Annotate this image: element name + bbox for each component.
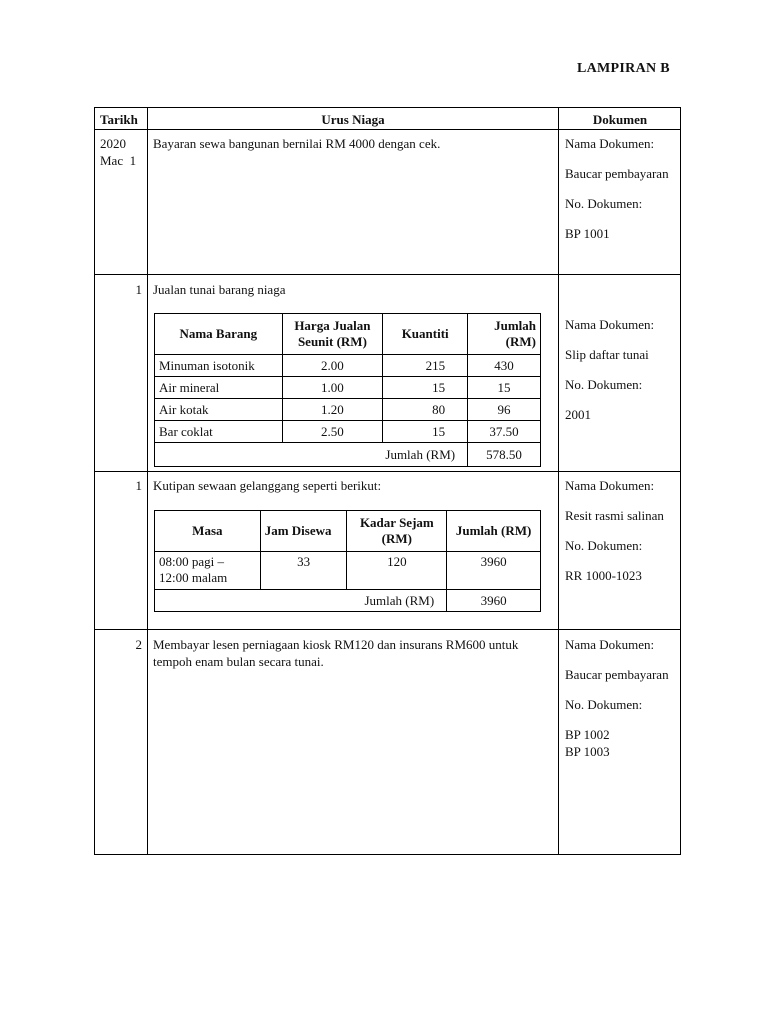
sales-item-quantity: 215	[383, 355, 468, 377]
sales-table	[154, 313, 541, 467]
row-date-day: 1	[135, 478, 142, 493]
doc-no: BP 1001	[565, 226, 610, 241]
sales-item-quantity: 80	[383, 399, 468, 421]
header-divider	[95, 129, 680, 130]
row-divider-3	[95, 629, 680, 630]
rental-time: 08:00 pagi – 12:00 malam	[155, 552, 261, 590]
sales-item-quantity: 15	[383, 377, 468, 399]
row-document	[565, 636, 677, 760]
row-divider-1	[95, 274, 680, 275]
doc-name: Resit rasmi salinan	[565, 508, 664, 523]
doc-no: RR 1000-1023	[565, 568, 642, 583]
rental-header-hours: Jam Disewa	[260, 511, 347, 552]
table-row	[155, 421, 541, 443]
transaction-table	[94, 107, 681, 855]
rental-rate: 120	[347, 552, 447, 590]
row-date	[100, 135, 136, 169]
row-document	[565, 316, 677, 423]
rental-header-total: Jumlah (RM)	[447, 511, 541, 552]
doc-no: BP 1002	[565, 727, 610, 742]
sales-total-value: 578.50	[468, 443, 541, 467]
sales-item-name: Bar coklat	[155, 421, 283, 443]
doc-name-label: Nama Dokumen:	[565, 478, 655, 493]
doc-no: 2001	[565, 407, 591, 422]
sales-item-name: Air kotak	[155, 399, 283, 421]
row-date-day: 1	[135, 282, 142, 297]
row-divider-2	[95, 471, 680, 472]
rental-header-time: Masa	[155, 511, 261, 552]
sales-item-price: 1.00	[282, 377, 383, 399]
table-row	[155, 355, 541, 377]
doc-name: Slip daftar tunai	[565, 347, 649, 362]
row-date-day: 2	[135, 637, 142, 652]
table-total-row	[155, 443, 541, 467]
rental-header-rate: Kadar Sejam (RM)	[347, 511, 447, 552]
sales-item-name: Air mineral	[155, 377, 283, 399]
row-transaction-text: Membayar lesen perniagaan kiosk RM120 dan insurans RM600 untuk tempoh enam bulan secara tunai.	[153, 637, 519, 669]
row-transaction-text: Jualan tunai barang niaga	[153, 282, 286, 297]
sales-item-total: 15	[468, 377, 541, 399]
table-row	[155, 399, 541, 421]
rental-table	[154, 510, 541, 612]
sales-item-name: Minuman isotonik	[155, 355, 283, 377]
doc-name: Baucar pembayaran	[565, 166, 669, 181]
sales-item-price: 2.00	[282, 355, 383, 377]
rental-total-value: 3960	[447, 590, 541, 612]
sales-item-price: 1.20	[282, 399, 383, 421]
doc-name-label: Nama Dokumen:	[565, 637, 655, 652]
rental-hours: 33	[260, 552, 347, 590]
column-divider-document	[558, 108, 559, 854]
date-year: 2020	[100, 136, 126, 151]
sales-item-quantity: 15	[383, 421, 468, 443]
table-row	[155, 552, 541, 590]
sales-header-price: Harga Jualan Seunit (RM)	[282, 314, 383, 355]
sales-total-label: Jumlah (RM)	[155, 443, 468, 467]
table-row	[155, 377, 541, 399]
header-document: Dokumen	[592, 112, 648, 127]
doc-no-label: No. Dokumen:	[565, 196, 643, 211]
sales-header-total: Jumlah (RM)	[468, 314, 541, 355]
row-transaction-text: Kutipan sewaan gelanggang seperti berikut:	[153, 478, 382, 493]
sales-item-total: 430	[468, 355, 541, 377]
sales-item-total: 96	[468, 399, 541, 421]
rental-total: 3960	[447, 552, 541, 590]
table-total-row	[155, 590, 541, 612]
doc-no: BP 1003	[565, 744, 610, 759]
column-divider-date	[147, 108, 148, 854]
rental-total-label: Jumlah (RM)	[155, 590, 447, 612]
appendix-label: LAMPIRAN B	[577, 61, 670, 76]
doc-name: Baucar pembayaran	[565, 667, 669, 682]
row-document	[565, 477, 677, 584]
doc-name-label: Nama Dokumen:	[565, 136, 655, 151]
sales-header-quantity: Kuantiti	[383, 314, 468, 355]
doc-name-label: Nama Dokumen:	[565, 317, 655, 332]
sales-header-item: Nama Barang	[155, 314, 283, 355]
header-transaction: Urus Niaga	[321, 112, 385, 127]
sales-item-total: 37.50	[468, 421, 541, 443]
header-date: Tarikh	[100, 112, 138, 127]
doc-no-label: No. Dokumen:	[565, 538, 643, 553]
sales-item-price: 2.50	[282, 421, 383, 443]
doc-no-label: No. Dokumen:	[565, 697, 643, 712]
row-document	[565, 135, 677, 242]
doc-no-label: No. Dokumen:	[565, 377, 643, 392]
row-transaction-text: Bayaran sewa bangunan bernilai RM 4000 dengan cek.	[153, 136, 441, 151]
date-month-day: Mac 1	[100, 153, 137, 168]
